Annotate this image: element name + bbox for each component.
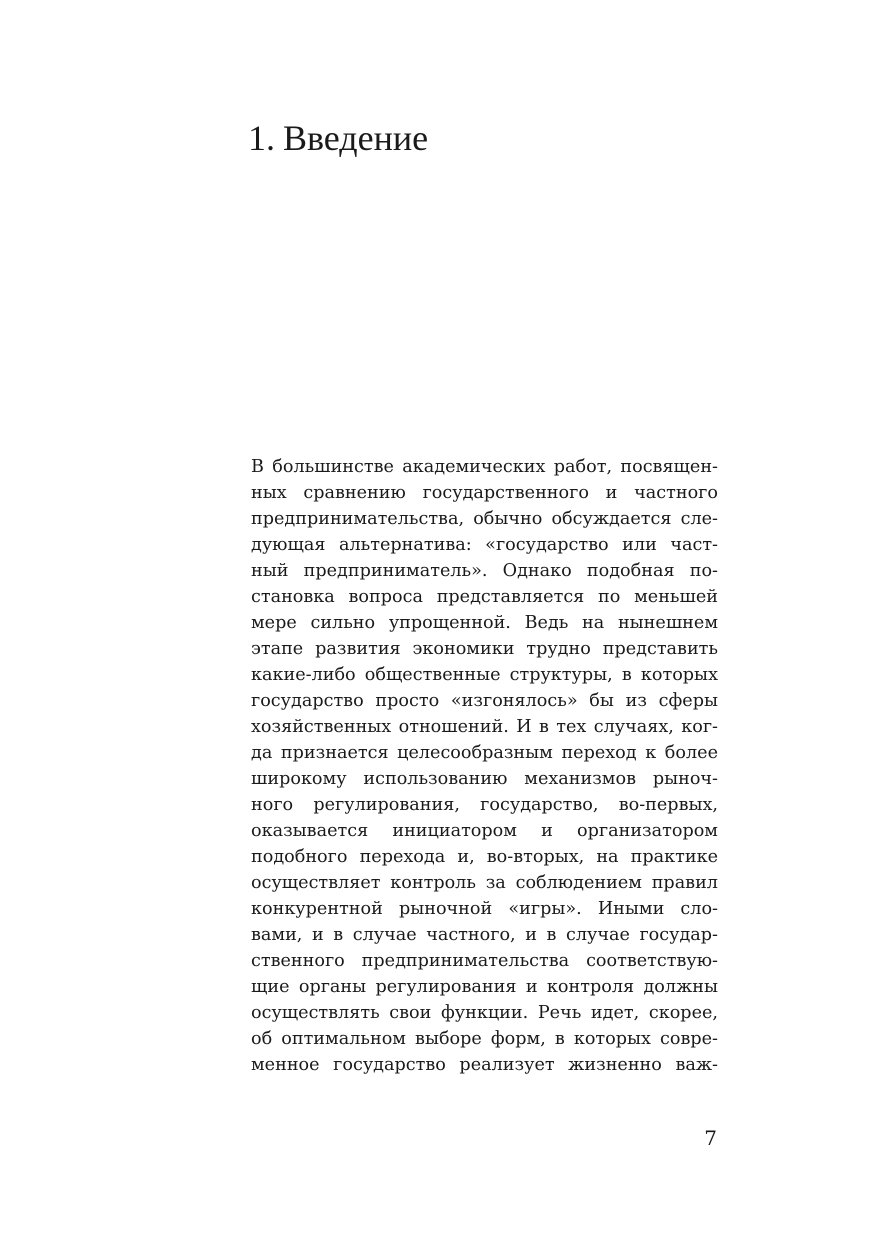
- text-line: этапе развития экономики трудно представить: [251, 639, 718, 659]
- text-line: дующая альтернатива: «государство или част-: [251, 535, 718, 555]
- body-paragraph: [251, 454, 718, 1078]
- text-line: государство просто «изгонялось» бы из сферы: [251, 691, 718, 711]
- text-line: осуществляет контроль за соблюдением правил: [251, 873, 718, 893]
- text-line: менное государство реализует жизненно важ-: [251, 1055, 718, 1075]
- text-line: ного регулирования, государство, во-первых,: [251, 795, 718, 815]
- text-line: хозяйственных отношений. И в тех случаях, ког-: [251, 717, 718, 737]
- text-line: какие-либо общественные структуры, в которых: [251, 665, 718, 685]
- chapter-title-text: Введение: [283, 118, 429, 158]
- page-number: 7: [704, 1126, 717, 1150]
- text-line: ных сравнению государственного и частного: [251, 483, 718, 503]
- text-line: подобного перехода и, во-вторых, на практике: [251, 847, 718, 867]
- text-line: широкому использованию механизмов рыноч-: [251, 769, 718, 789]
- text-line: В большинстве академических работ, посвящен-: [251, 457, 718, 477]
- text-line: осуществлять свои функции. Речь идет, скорее,: [251, 1003, 718, 1023]
- text-line: да признается целесообразным переход к более: [251, 743, 718, 763]
- text-line: ственного предпринимательства соответствую-: [251, 951, 718, 971]
- text-line: об оптимальном выборе форм, в которых совре-: [251, 1029, 718, 1049]
- text-line: оказывается инициатором и организатором: [251, 821, 718, 841]
- text-line: предпринимательства, обычно обсуждается сле-: [251, 509, 718, 529]
- text-line: ный предприниматель». Однако подобная по-: [251, 561, 718, 581]
- chapter-number: 1.: [248, 118, 275, 158]
- text-line: конкурентной рыночной «игры». Иными сло-: [251, 899, 718, 919]
- chapter-title: [248, 114, 428, 162]
- text-line: становка вопроса представляется по меньшей: [251, 587, 718, 607]
- text-line: щие органы регулирования и контроля должны: [251, 977, 718, 997]
- text-line: вами, и в случае частного, и в случае государ-: [251, 925, 718, 945]
- text-line: мере сильно упрощенной. Ведь на нынешнем: [251, 613, 718, 633]
